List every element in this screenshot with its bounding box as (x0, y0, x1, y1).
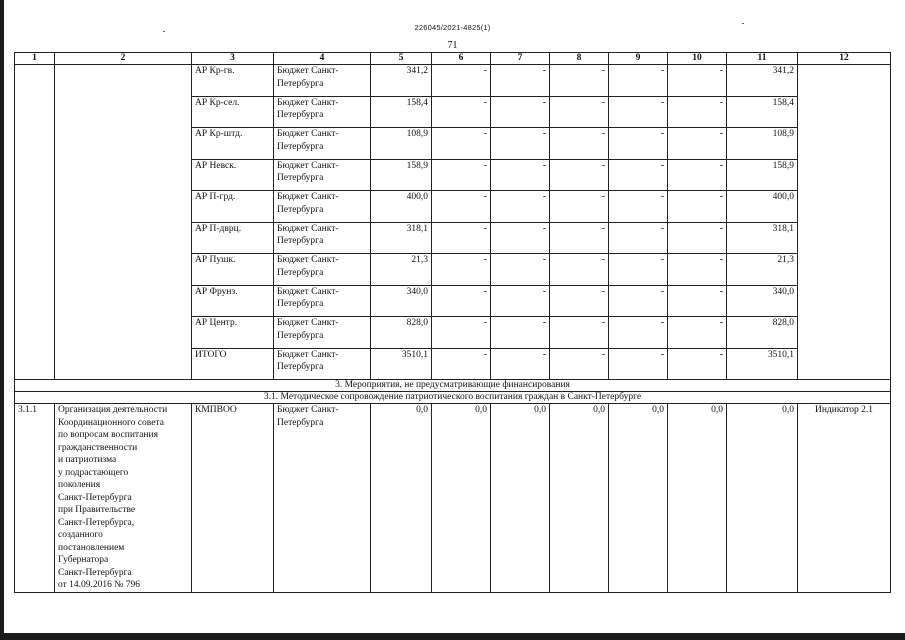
year-cell: - (432, 317, 491, 349)
year-cell: - (491, 191, 550, 223)
col-header: 3 (192, 53, 274, 65)
executor-cell: АР П-дврц. (192, 222, 274, 254)
subsection-title: 3.1. Методическое сопровождение патриотического воспитания граждан в Санкт-Петербурге (15, 392, 891, 404)
document-id: 226045/2021-4825(1) (414, 23, 491, 32)
year-cell: - (668, 128, 727, 160)
funding-source-cell: Бюджет Санкт-Петербурга (274, 65, 371, 97)
year-cell: - (668, 159, 727, 191)
activity-name-line: Организация деятельности (58, 405, 168, 415)
year-cell: - (550, 96, 609, 128)
executor-cell: АР Пушк. (192, 254, 274, 286)
year-cell: - (550, 254, 609, 286)
year-cell: - (668, 65, 727, 97)
year-cell: - (491, 317, 550, 349)
executor-cell: АР Центр. (192, 317, 274, 349)
year-cell: - (609, 159, 668, 191)
funding-source-cell: Бюджет Санкт-Петербурга (274, 285, 371, 317)
year-cell: - (668, 222, 727, 254)
amount-cell: 3510,1 (371, 348, 432, 380)
year-cell: - (491, 222, 550, 254)
activity-name-line: Координационного совета (58, 417, 164, 428)
total-cell: 158,4 (727, 96, 798, 128)
year-cell: - (668, 348, 727, 380)
executor-cell: АР Кр-гв. (192, 65, 274, 97)
activity-name-line: Санкт-Петербурга (58, 492, 132, 503)
year-cell: - (609, 65, 668, 97)
year-cell: - (491, 285, 550, 317)
amount-cell: 0,0 (727, 404, 798, 593)
funding-source-cell: Бюджет Санкт-Петербурга (274, 191, 371, 223)
year-cell: - (550, 159, 609, 191)
year-cell: - (668, 191, 727, 223)
amount-cell: 108,9 (371, 128, 432, 160)
funding-source-cell: Бюджет Санкт-Петербурга (274, 96, 371, 128)
activity-name-line: у подрастающего (58, 467, 129, 478)
activity-name-line: гражданственности (58, 442, 138, 453)
amount-cell: 341,2 (371, 65, 432, 97)
year-cell: - (432, 65, 491, 97)
col-header: 11 (727, 53, 798, 65)
year-cell: - (550, 128, 609, 160)
total-cell: 21,3 (727, 254, 798, 286)
col-header: 9 (609, 53, 668, 65)
year-cell: - (550, 65, 609, 97)
col-header: 1 (15, 53, 55, 65)
activity-row (15, 404, 891, 593)
amount-cell: 0,0 (432, 404, 491, 593)
column-header-row (15, 53, 891, 65)
year-cell: - (609, 128, 668, 160)
year-cell: - (491, 96, 550, 128)
amount-cell: 158,9 (371, 159, 432, 191)
year-cell: - (432, 222, 491, 254)
activity-name-line: Санкт-Петербурга, (58, 517, 135, 528)
col-header: 8 (550, 53, 609, 65)
amount-cell: 400,0 (371, 191, 432, 223)
amount-cell: 0,0 (550, 404, 609, 593)
amount-cell: 158,4 (371, 96, 432, 128)
funding-source-cell: Бюджет Санкт-Петербурга (274, 128, 371, 160)
executor-cell: АР Кр-штд. (192, 128, 274, 160)
col-header: 4 (274, 53, 371, 65)
funding-source-cell: Бюджет Санкт-Петербурга (274, 348, 371, 380)
scan-bottom-edge (0, 633, 905, 640)
col-header: 10 (668, 53, 727, 65)
activity-name-line: постановлением (58, 542, 125, 553)
activity-name-line: Губернатора (58, 555, 109, 565)
year-cell: - (432, 159, 491, 191)
year-cell: - (432, 285, 491, 317)
year-cell: - (491, 128, 550, 160)
year-cell: - (550, 222, 609, 254)
amount-cell: 0,0 (668, 404, 727, 593)
year-cell: - (491, 159, 550, 191)
col-header: 5 (371, 53, 432, 65)
funding-source-cell: Бюджет Санкт-Петербурга (274, 404, 371, 593)
amount-cell: 318,1 (371, 222, 432, 254)
amount-cell: 21,3 (371, 254, 432, 286)
executor-cell: КМПВОО (192, 404, 274, 593)
amount-cell: 828,0 (371, 317, 432, 349)
section-title: 3. Мероприятия, не предусматривающие финансирования (15, 380, 891, 392)
year-cell: - (550, 191, 609, 223)
activity-name-line: Санкт-Петербурга (58, 567, 132, 578)
activity-name-line: созданного (58, 530, 103, 540)
col-header: 2 (55, 53, 192, 65)
activity-name (55, 404, 192, 593)
col-header: 7 (491, 53, 550, 65)
year-cell: - (668, 254, 727, 286)
activity-name-line: и патриотизма (58, 455, 117, 465)
amount-cell: 0,0 (371, 404, 432, 593)
year-cell: - (668, 285, 727, 317)
year-cell: - (550, 317, 609, 349)
year-cell: - (609, 317, 668, 349)
indicator-cell (798, 65, 891, 380)
executor-cell: АР Фрунз. (192, 285, 274, 317)
col-header: 12 (798, 53, 891, 65)
amount-cell: 0,0 (491, 404, 550, 593)
activity-number: 3.1.1 (15, 404, 55, 593)
indicator-cell: Индикатор 2.1 (798, 404, 891, 593)
subsection-title-row (15, 392, 891, 404)
total-cell: 341,2 (727, 65, 798, 97)
amount-cell: 0,0 (609, 404, 668, 593)
year-cell: - (550, 348, 609, 380)
year-cell: - (609, 348, 668, 380)
year-cell: - (432, 128, 491, 160)
executor-cell: АР П-грд. (192, 191, 274, 223)
total-cell: 828,0 (727, 317, 798, 349)
year-cell: - (609, 254, 668, 286)
year-cell: - (491, 348, 550, 380)
year-cell: - (491, 65, 550, 97)
year-cell: - (609, 191, 668, 223)
year-cell: - (432, 191, 491, 223)
year-cell: - (609, 96, 668, 128)
year-cell: - (550, 285, 609, 317)
row-number-cell (15, 65, 55, 380)
col-header: 6 (432, 53, 491, 65)
total-cell: 108,9 (727, 128, 798, 160)
scan-left-edge (0, 0, 4, 640)
year-cell: - (609, 222, 668, 254)
amount-cell: 340,0 (371, 285, 432, 317)
executor-cell: АР Кр-сел. (192, 96, 274, 128)
page-number: 71 (447, 40, 458, 51)
total-cell: 340,0 (727, 285, 798, 317)
funding-source-cell: Бюджет Санкт-Петербурга (274, 159, 371, 191)
total-cell: 400,0 (727, 191, 798, 223)
funding-source-cell: Бюджет Санкт-Петербурга (274, 317, 371, 349)
year-cell: - (491, 254, 550, 286)
table-row (15, 65, 891, 97)
year-cell: - (609, 285, 668, 317)
year-cell: - (432, 254, 491, 286)
executor-cell: ИТОГО (192, 348, 274, 380)
activity-name-line: по вопросам воспитания (58, 430, 158, 440)
activity-name-cell (55, 65, 192, 380)
year-cell: - (432, 348, 491, 380)
year-cell: - (432, 96, 491, 128)
year-cell: - (668, 317, 727, 349)
funding-source-cell: Бюджет Санкт-Петербурга (274, 254, 371, 286)
section-title-row (15, 380, 891, 392)
year-cell: - (668, 96, 727, 128)
activity-name-line: поколения (58, 480, 101, 490)
executor-cell: АР Невск. (192, 159, 274, 191)
total-cell: 158,9 (727, 159, 798, 191)
budget-table (14, 52, 891, 593)
total-cell: 3510,1 (727, 348, 798, 380)
activity-name-line: при Правительстве (58, 505, 136, 515)
activity-name-line: от 14.09.2016 № 796 (58, 580, 140, 590)
total-cell: 318,1 (727, 222, 798, 254)
funding-source-cell: Бюджет Санкт-Петербурга (274, 222, 371, 254)
